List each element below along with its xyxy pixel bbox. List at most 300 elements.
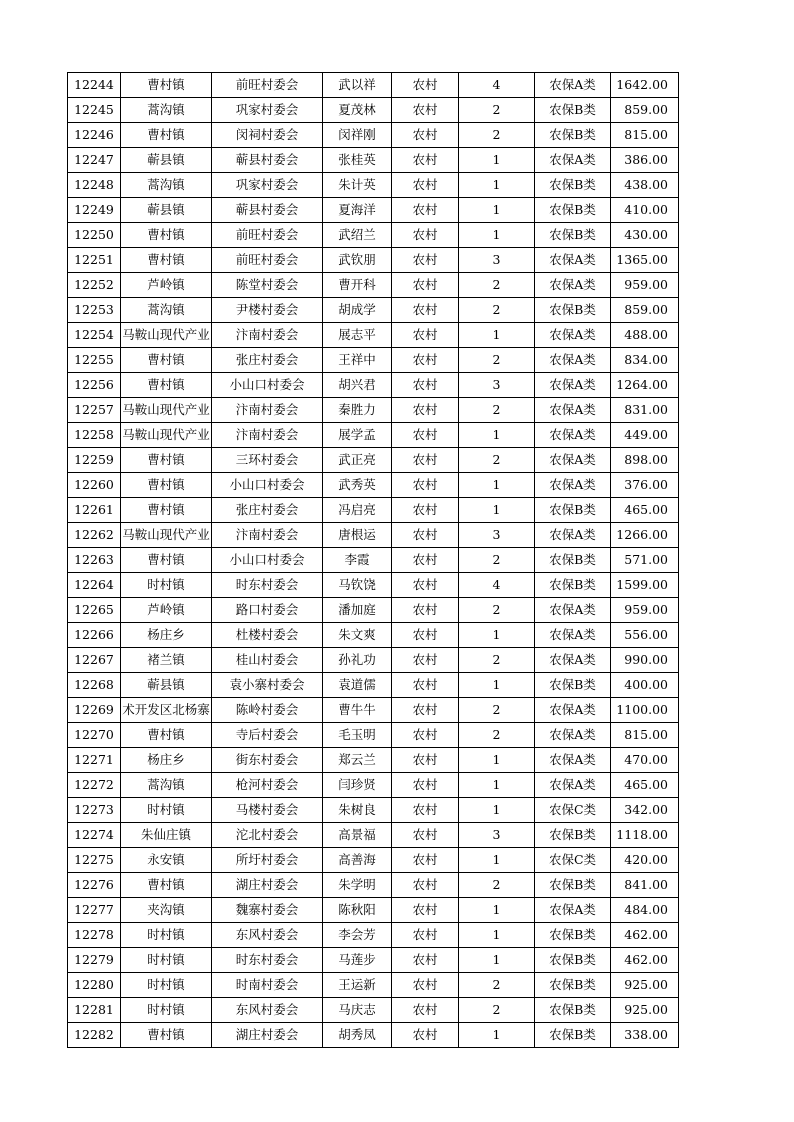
township-cell: 曹村镇 <box>121 73 212 98</box>
table-row <box>68 148 679 173</box>
amount-cell: 1266.00 <box>611 523 679 548</box>
township-cell: 曹村镇 <box>121 1023 212 1048</box>
name-cell: 秦胜力 <box>323 398 392 423</box>
table-row <box>68 648 679 673</box>
member-count-cell: 1 <box>459 148 535 173</box>
amount-cell: 376.00 <box>611 473 679 498</box>
table-row <box>68 1023 679 1048</box>
record-id-cell: 12252 <box>68 273 121 298</box>
table-row <box>68 723 679 748</box>
category-cell: 农保B类 <box>535 548 611 573</box>
name-cell: 武以祥 <box>323 73 392 98</box>
name-cell: 曹开科 <box>323 273 392 298</box>
household-type-cell: 农村 <box>392 98 459 123</box>
category-cell: 农保A类 <box>535 623 611 648</box>
township-cell: 夹沟镇 <box>121 898 212 923</box>
name-cell: 王祥中 <box>323 348 392 373</box>
amount-cell: 462.00 <box>611 923 679 948</box>
member-count-cell: 1 <box>459 798 535 823</box>
household-type-cell: 农村 <box>392 948 459 973</box>
record-id-cell: 12278 <box>68 923 121 948</box>
category-cell: 农保B类 <box>535 123 611 148</box>
name-cell: 马庆志 <box>323 998 392 1023</box>
amount-cell: 470.00 <box>611 748 679 773</box>
village-committee-cell: 东风村委会 <box>212 923 323 948</box>
category-cell: 农保A类 <box>535 523 611 548</box>
table-row <box>68 73 679 98</box>
record-id-cell: 12280 <box>68 973 121 998</box>
amount-cell: 815.00 <box>611 723 679 748</box>
township-cell: 马鞍山现代产业 <box>121 398 212 423</box>
amount-cell: 386.00 <box>611 148 679 173</box>
township-cell: 时村镇 <box>121 948 212 973</box>
village-committee-cell: 马楼村委会 <box>212 798 323 823</box>
village-committee-cell: 张庄村委会 <box>212 498 323 523</box>
village-committee-cell: 街东村委会 <box>212 748 323 773</box>
record-id-cell: 12244 <box>68 73 121 98</box>
member-count-cell: 1 <box>459 498 535 523</box>
member-count-cell: 3 <box>459 248 535 273</box>
category-cell: 农保B类 <box>535 298 611 323</box>
amount-cell: 1118.00 <box>611 823 679 848</box>
name-cell: 朱文爽 <box>323 623 392 648</box>
name-cell: 胡成学 <box>323 298 392 323</box>
category-cell: 农保A类 <box>535 698 611 723</box>
category-cell: 农保B类 <box>535 998 611 1023</box>
category-cell: 农保B类 <box>535 873 611 898</box>
name-cell: 胡兴君 <box>323 373 392 398</box>
village-committee-cell: 枪河村委会 <box>212 773 323 798</box>
village-committee-cell: 汴南村委会 <box>212 323 323 348</box>
township-cell: 时村镇 <box>121 998 212 1023</box>
name-cell: 李会芳 <box>323 923 392 948</box>
name-cell: 夏茂林 <box>323 98 392 123</box>
member-count-cell: 1 <box>459 673 535 698</box>
village-committee-cell: 小山口村委会 <box>212 373 323 398</box>
member-count-cell: 2 <box>459 548 535 573</box>
village-committee-cell: 三环村委会 <box>212 448 323 473</box>
record-id-cell: 12263 <box>68 548 121 573</box>
village-committee-cell: 所圩村委会 <box>212 848 323 873</box>
member-count-cell: 2 <box>459 448 535 473</box>
record-id-cell: 12272 <box>68 773 121 798</box>
amount-cell: 465.00 <box>611 498 679 523</box>
category-cell: 农保A类 <box>535 448 611 473</box>
village-committee-cell: 巩家村委会 <box>212 173 323 198</box>
table-row <box>68 873 679 898</box>
household-type-cell: 农村 <box>392 848 459 873</box>
township-cell: 时村镇 <box>121 798 212 823</box>
township-cell: 曹村镇 <box>121 123 212 148</box>
record-id-cell: 12269 <box>68 698 121 723</box>
record-id-cell: 12265 <box>68 598 121 623</box>
township-cell: 蕲县镇 <box>121 198 212 223</box>
township-cell: 杨庄乡 <box>121 623 212 648</box>
amount-cell: 859.00 <box>611 98 679 123</box>
record-id-cell: 12282 <box>68 1023 121 1048</box>
village-committee-cell: 巩家村委会 <box>212 98 323 123</box>
village-committee-cell: 沱北村委会 <box>212 823 323 848</box>
township-cell: 时村镇 <box>121 973 212 998</box>
township-cell: 曹村镇 <box>121 548 212 573</box>
table-row <box>68 848 679 873</box>
member-count-cell: 2 <box>459 348 535 373</box>
record-id-cell: 12270 <box>68 723 121 748</box>
amount-cell: 990.00 <box>611 648 679 673</box>
name-cell: 展学孟 <box>323 423 392 448</box>
township-cell: 曹村镇 <box>121 723 212 748</box>
township-cell: 杨庄乡 <box>121 748 212 773</box>
category-cell: 农保A类 <box>535 648 611 673</box>
record-id-cell: 12259 <box>68 448 121 473</box>
amount-cell: 815.00 <box>611 123 679 148</box>
record-id-cell: 12261 <box>68 498 121 523</box>
household-type-cell: 农村 <box>392 598 459 623</box>
household-type-cell: 农村 <box>392 998 459 1023</box>
household-type-cell: 农村 <box>392 798 459 823</box>
name-cell: 武钦朋 <box>323 248 392 273</box>
township-cell: 蕲县镇 <box>121 148 212 173</box>
township-cell: 蒿沟镇 <box>121 173 212 198</box>
household-type-cell: 农村 <box>392 573 459 598</box>
township-cell: 曹村镇 <box>121 373 212 398</box>
household-type-cell: 农村 <box>392 748 459 773</box>
record-id-cell: 12277 <box>68 898 121 923</box>
village-committee-cell: 汴南村委会 <box>212 398 323 423</box>
household-type-cell: 农村 <box>392 548 459 573</box>
village-committee-cell: 陈岭村委会 <box>212 698 323 723</box>
amount-cell: 488.00 <box>611 323 679 348</box>
record-id-cell: 12249 <box>68 198 121 223</box>
name-cell: 闵祥刚 <box>323 123 392 148</box>
member-count-cell: 2 <box>459 973 535 998</box>
category-cell: 农保A类 <box>535 723 611 748</box>
village-committee-cell: 前旺村委会 <box>212 248 323 273</box>
member-count-cell: 2 <box>459 398 535 423</box>
amount-cell: 834.00 <box>611 348 679 373</box>
name-cell: 孙礼功 <box>323 648 392 673</box>
township-cell: 蒿沟镇 <box>121 98 212 123</box>
amount-cell: 449.00 <box>611 423 679 448</box>
amount-cell: 484.00 <box>611 898 679 923</box>
record-id-cell: 12271 <box>68 748 121 773</box>
village-committee-cell: 魏寨村委会 <box>212 898 323 923</box>
township-cell: 朱仙庄镇 <box>121 823 212 848</box>
category-cell: 农保B类 <box>535 973 611 998</box>
amount-cell: 338.00 <box>611 1023 679 1048</box>
member-count-cell: 3 <box>459 523 535 548</box>
table-row <box>68 548 679 573</box>
village-committee-cell: 寺后村委会 <box>212 723 323 748</box>
record-id-cell: 12264 <box>68 573 121 598</box>
category-cell: 农保A类 <box>535 348 611 373</box>
household-type-cell: 农村 <box>392 148 459 173</box>
household-type-cell: 农村 <box>392 273 459 298</box>
category-cell: 农保A类 <box>535 148 611 173</box>
amount-cell: 1642.00 <box>611 73 679 98</box>
township-cell: 芦岭镇 <box>121 273 212 298</box>
name-cell: 朱学明 <box>323 873 392 898</box>
member-count-cell: 1 <box>459 173 535 198</box>
table-body <box>68 73 679 1048</box>
table-row <box>68 448 679 473</box>
household-type-cell: 农村 <box>392 498 459 523</box>
name-cell: 王运新 <box>323 973 392 998</box>
name-cell: 郑云兰 <box>323 748 392 773</box>
category-cell: 农保A类 <box>535 773 611 798</box>
table-row <box>68 823 679 848</box>
township-cell: 蒿沟镇 <box>121 298 212 323</box>
name-cell: 冯启亮 <box>323 498 392 523</box>
table-row <box>68 698 679 723</box>
household-type-cell: 农村 <box>392 398 459 423</box>
member-count-cell: 1 <box>459 473 535 498</box>
table-row <box>68 123 679 148</box>
village-committee-cell: 张庄村委会 <box>212 348 323 373</box>
name-cell: 武正亮 <box>323 448 392 473</box>
village-committee-cell: 闵祠村委会 <box>212 123 323 148</box>
household-type-cell: 农村 <box>392 773 459 798</box>
table-row <box>68 273 679 298</box>
township-cell: 褚兰镇 <box>121 648 212 673</box>
table-row <box>68 348 679 373</box>
amount-cell: 959.00 <box>611 598 679 623</box>
member-count-cell: 1 <box>459 198 535 223</box>
table-row <box>68 748 679 773</box>
category-cell: 农保C类 <box>535 848 611 873</box>
name-cell: 潘加庭 <box>323 598 392 623</box>
table-row <box>68 923 679 948</box>
household-type-cell: 农村 <box>392 173 459 198</box>
record-id-cell: 12250 <box>68 223 121 248</box>
amount-cell: 556.00 <box>611 623 679 648</box>
record-id-cell: 12257 <box>68 398 121 423</box>
amount-cell: 342.00 <box>611 798 679 823</box>
category-cell: 农保B类 <box>535 198 611 223</box>
category-cell: 农保A类 <box>535 898 611 923</box>
township-cell: 曹村镇 <box>121 248 212 273</box>
table-row <box>68 798 679 823</box>
member-count-cell: 4 <box>459 73 535 98</box>
record-id-cell: 12256 <box>68 373 121 398</box>
category-cell: 农保A类 <box>535 73 611 98</box>
amount-cell: 1100.00 <box>611 698 679 723</box>
member-count-cell: 1 <box>459 1023 535 1048</box>
amount-cell: 462.00 <box>611 948 679 973</box>
member-count-cell: 1 <box>459 923 535 948</box>
record-id-cell: 12253 <box>68 298 121 323</box>
member-count-cell: 2 <box>459 698 535 723</box>
category-cell: 农保B类 <box>535 223 611 248</box>
name-cell: 李霞 <box>323 548 392 573</box>
township-cell: 蒿沟镇 <box>121 773 212 798</box>
household-type-cell: 农村 <box>392 298 459 323</box>
name-cell: 朱树良 <box>323 798 392 823</box>
village-committee-cell: 蕲县村委会 <box>212 148 323 173</box>
member-count-cell: 2 <box>459 723 535 748</box>
village-committee-cell: 陈堂村委会 <box>212 273 323 298</box>
name-cell: 马钦饶 <box>323 573 392 598</box>
township-cell: 曹村镇 <box>121 448 212 473</box>
member-count-cell: 1 <box>459 423 535 448</box>
table-row <box>68 223 679 248</box>
township-cell: 时村镇 <box>121 923 212 948</box>
category-cell: 农保B类 <box>535 673 611 698</box>
member-count-cell: 1 <box>459 848 535 873</box>
record-id-cell: 12276 <box>68 873 121 898</box>
household-type-cell: 农村 <box>392 473 459 498</box>
household-type-cell: 农村 <box>392 898 459 923</box>
member-count-cell: 2 <box>459 648 535 673</box>
household-type-cell: 农村 <box>392 348 459 373</box>
village-committee-cell: 袁小寨村委会 <box>212 673 323 698</box>
name-cell: 陈秋阳 <box>323 898 392 923</box>
record-id-cell: 12275 <box>68 848 121 873</box>
table-row <box>68 773 679 798</box>
amount-cell: 400.00 <box>611 673 679 698</box>
record-id-cell: 12245 <box>68 98 121 123</box>
amount-cell: 1365.00 <box>611 248 679 273</box>
village-committee-cell: 杜楼村委会 <box>212 623 323 648</box>
village-committee-cell: 时东村委会 <box>212 948 323 973</box>
record-id-cell: 12251 <box>68 248 121 273</box>
record-id-cell: 12266 <box>68 623 121 648</box>
record-id-cell: 12246 <box>68 123 121 148</box>
village-committee-cell: 前旺村委会 <box>212 73 323 98</box>
table-row <box>68 98 679 123</box>
table-row <box>68 198 679 223</box>
village-committee-cell: 时东村委会 <box>212 573 323 598</box>
household-type-cell: 农村 <box>392 923 459 948</box>
member-count-cell: 1 <box>459 773 535 798</box>
name-cell: 高善海 <box>323 848 392 873</box>
member-count-cell: 2 <box>459 98 535 123</box>
category-cell: 农保B类 <box>535 823 611 848</box>
amount-cell: 410.00 <box>611 198 679 223</box>
table-row <box>68 523 679 548</box>
table-row <box>68 173 679 198</box>
member-count-cell: 2 <box>459 873 535 898</box>
household-type-cell: 农村 <box>392 698 459 723</box>
table-row <box>68 898 679 923</box>
member-count-cell: 3 <box>459 823 535 848</box>
benefit-table <box>67 72 679 1048</box>
table-row <box>68 598 679 623</box>
record-id-cell: 12279 <box>68 948 121 973</box>
name-cell: 袁道儒 <box>323 673 392 698</box>
record-id-cell: 12254 <box>68 323 121 348</box>
household-type-cell: 农村 <box>392 823 459 848</box>
category-cell: 农保A类 <box>535 423 611 448</box>
household-type-cell: 农村 <box>392 223 459 248</box>
amount-cell: 571.00 <box>611 548 679 573</box>
record-id-cell: 12262 <box>68 523 121 548</box>
household-type-cell: 农村 <box>392 373 459 398</box>
category-cell: 农保A类 <box>535 248 611 273</box>
household-type-cell: 农村 <box>392 623 459 648</box>
member-count-cell: 1 <box>459 223 535 248</box>
category-cell: 农保A类 <box>535 598 611 623</box>
category-cell: 农保B类 <box>535 948 611 973</box>
name-cell: 闫珍贤 <box>323 773 392 798</box>
table-row <box>68 973 679 998</box>
household-type-cell: 农村 <box>392 123 459 148</box>
category-cell: 农保A类 <box>535 473 611 498</box>
name-cell: 毛玉明 <box>323 723 392 748</box>
record-id-cell: 12281 <box>68 998 121 1023</box>
table-row <box>68 298 679 323</box>
record-id-cell: 12268 <box>68 673 121 698</box>
member-count-cell: 2 <box>459 598 535 623</box>
amount-cell: 898.00 <box>611 448 679 473</box>
household-type-cell: 农村 <box>392 648 459 673</box>
table-row <box>68 473 679 498</box>
village-committee-cell: 小山口村委会 <box>212 548 323 573</box>
township-cell: 马鞍山现代产业 <box>121 423 212 448</box>
record-id-cell: 12273 <box>68 798 121 823</box>
township-cell: 曹村镇 <box>121 498 212 523</box>
category-cell: 农保B类 <box>535 173 611 198</box>
township-cell: 时村镇 <box>121 573 212 598</box>
village-committee-cell: 汴南村委会 <box>212 523 323 548</box>
amount-cell: 959.00 <box>611 273 679 298</box>
township-cell: 芦岭镇 <box>121 598 212 623</box>
amount-cell: 438.00 <box>611 173 679 198</box>
record-id-cell: 12247 <box>68 148 121 173</box>
category-cell: 农保B类 <box>535 1023 611 1048</box>
name-cell: 胡秀凤 <box>323 1023 392 1048</box>
township-cell: 蕲县镇 <box>121 673 212 698</box>
amount-cell: 1599.00 <box>611 573 679 598</box>
amount-cell: 430.00 <box>611 223 679 248</box>
name-cell: 马莲步 <box>323 948 392 973</box>
amount-cell: 465.00 <box>611 773 679 798</box>
household-type-cell: 农村 <box>392 873 459 898</box>
category-cell: 农保A类 <box>535 398 611 423</box>
member-count-cell: 1 <box>459 948 535 973</box>
township-cell: 曹村镇 <box>121 873 212 898</box>
village-committee-cell: 前旺村委会 <box>212 223 323 248</box>
category-cell: 农保A类 <box>535 373 611 398</box>
household-type-cell: 农村 <box>392 248 459 273</box>
household-type-cell: 农村 <box>392 323 459 348</box>
record-id-cell: 12260 <box>68 473 121 498</box>
member-count-cell: 2 <box>459 998 535 1023</box>
township-cell: 术开发区北杨寨 <box>121 698 212 723</box>
category-cell: 农保B类 <box>535 98 611 123</box>
township-cell: 马鞍山现代产业 <box>121 323 212 348</box>
name-cell: 唐根运 <box>323 523 392 548</box>
village-committee-cell: 汴南村委会 <box>212 423 323 448</box>
record-id-cell: 12274 <box>68 823 121 848</box>
member-count-cell: 2 <box>459 298 535 323</box>
name-cell: 张桂英 <box>323 148 392 173</box>
name-cell: 夏海洋 <box>323 198 392 223</box>
village-committee-cell: 东风村委会 <box>212 998 323 1023</box>
village-committee-cell: 尹楼村委会 <box>212 298 323 323</box>
village-committee-cell: 路口村委会 <box>212 598 323 623</box>
name-cell: 曹牛牛 <box>323 698 392 723</box>
household-type-cell: 农村 <box>392 448 459 473</box>
table-row <box>68 998 679 1023</box>
amount-cell: 831.00 <box>611 398 679 423</box>
name-cell: 展志平 <box>323 323 392 348</box>
record-id-cell: 12258 <box>68 423 121 448</box>
table-row <box>68 323 679 348</box>
household-type-cell: 农村 <box>392 1023 459 1048</box>
township-cell: 曹村镇 <box>121 348 212 373</box>
table-row <box>68 248 679 273</box>
